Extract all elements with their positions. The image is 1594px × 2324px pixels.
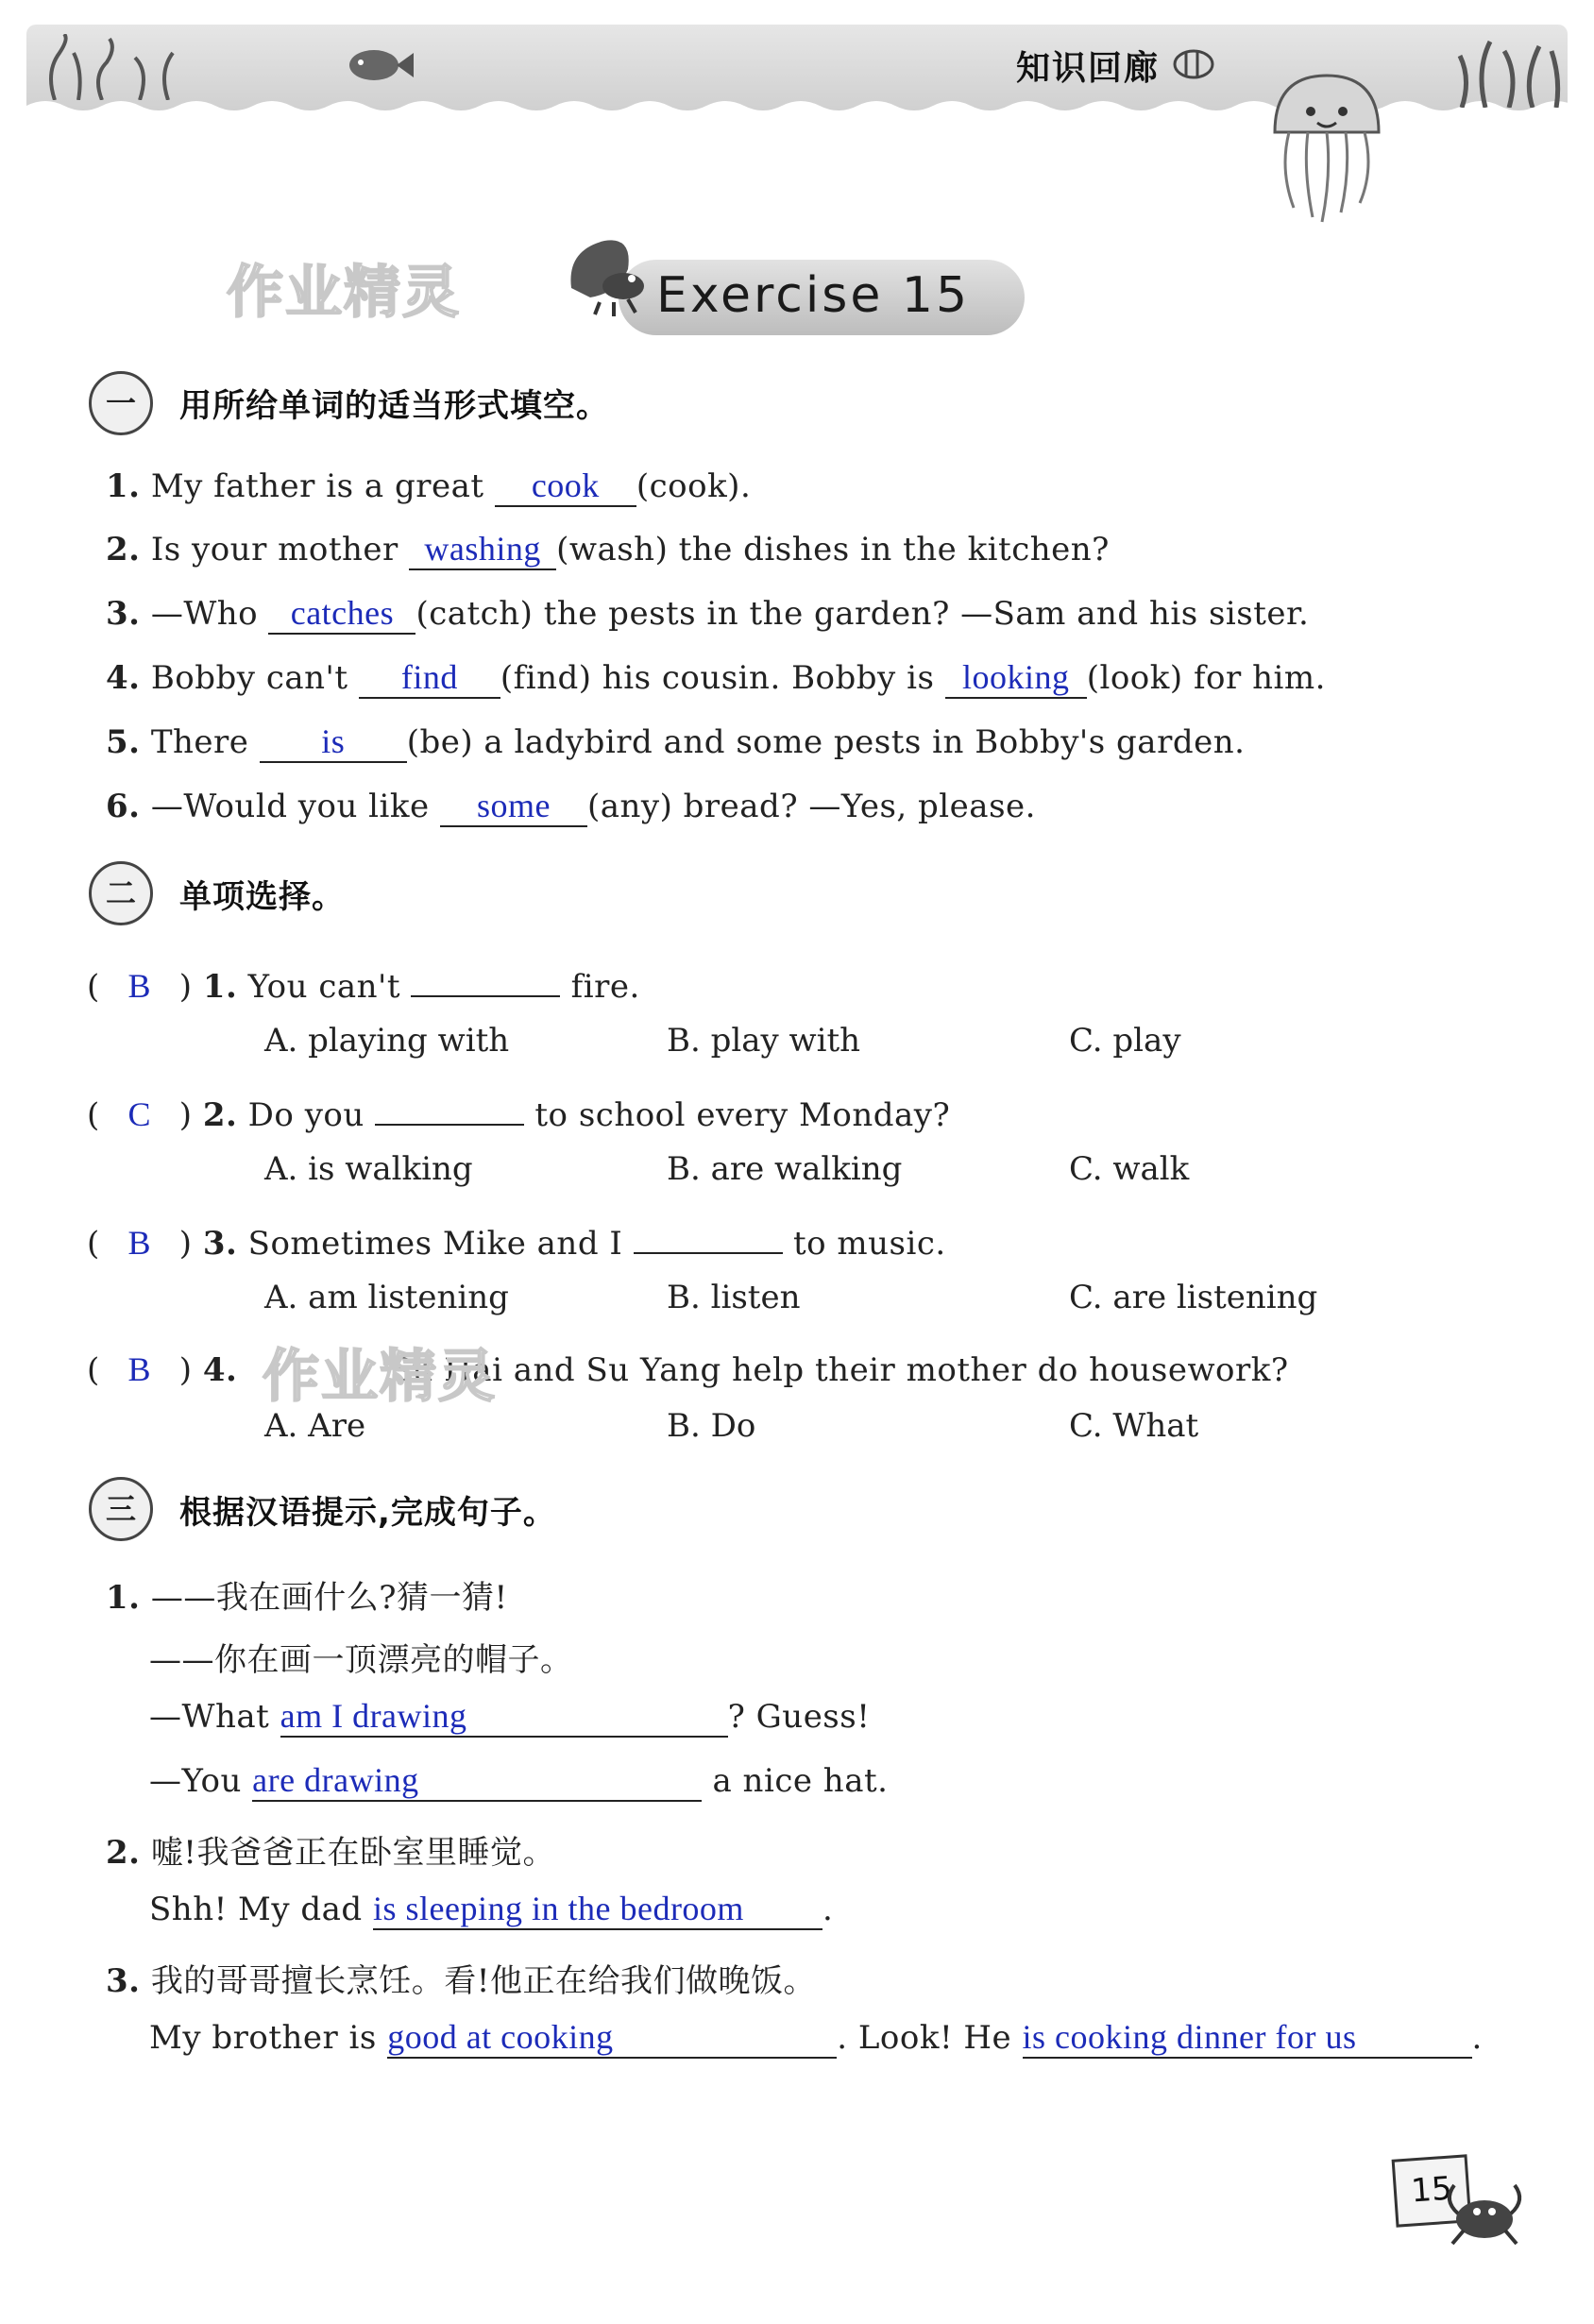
s3-item-2-cn1 [106,1826,555,1873]
answer-text: am I drawing [280,1697,467,1735]
item-number: 3. [106,1962,141,2000]
question-stem: to school every Monday? [524,1096,951,1134]
s2-question-1: ( B ) 1. You can't fire. [87,958,640,1006]
item-number: 2. [106,531,141,568]
s1-item-2 [106,531,1110,570]
item-text: (be) a ladybird and some pests in Bobby's garden. [406,723,1246,761]
option-b[interactable]: B. Do [667,1407,756,1445]
item-text: Is your mother [150,531,410,568]
option-c[interactable]: C. walk [1069,1150,1190,1188]
item-text: (wash) the dishes in the kitchen? [556,531,1110,568]
sentence-text: a nice hat. [702,1762,889,1800]
question-stem: Sometimes Mike and I [247,1225,634,1263]
clownfish-icon [1171,45,1218,83]
option-a[interactable]: A. playing with [264,1022,510,1060]
sentence-text: . Look! He [837,2019,1023,2057]
section-label: 知识回廊 [1015,49,1160,88]
answer-blank[interactable] [359,659,500,699]
s2-question-3: ( B ) 3. Sometimes Mike and I to music. [87,1214,946,1263]
answer-blank[interactable] [409,531,556,570]
answer-blank[interactable] [945,659,1087,699]
chinese-prompt: ——我在画什么?猜一猜! [150,1579,508,1617]
option-c[interactable]: C. are listening [1069,1279,1318,1316]
answer-text: is [321,722,346,760]
option-b[interactable]: B. play with [667,1022,861,1060]
answer-blank[interactable] [1023,2019,1472,2059]
chinese-prompt: 我的哥哥擅长烹饪。看!他正在给我们做晚饭。 [150,1962,816,2000]
answer-blank[interactable] [387,2019,837,2059]
choice-slot[interactable] [100,1094,179,1134]
item-number: 3. [106,595,141,633]
s1-item-1 [106,467,751,507]
item-number: 4. [106,659,141,697]
watermark: 作业精灵 [227,260,461,326]
fish-icon [338,42,414,89]
answer-text: is sleeping in the bedroom [373,1890,744,1927]
answer-blank[interactable] [280,1698,728,1738]
answer-blank[interactable] [440,788,587,827]
question-stem: to music. [782,1225,946,1263]
answer-blank[interactable] [268,595,415,635]
s2-question-2: ( C ) 2. Do you to school every Monday? [87,1086,950,1134]
answer-text: cook [531,466,600,504]
item-text: (any) bread? —Yes, please. [586,788,1036,825]
item-text: (catch) the pests in the garden? —Sam and his sister. [415,595,1310,633]
choice-slot[interactable] [100,1223,179,1263]
item-text: There [150,723,260,761]
item-text: Bobby can't [150,659,359,697]
section-2-badge: 二 [89,861,153,925]
item-text: (find) his cousin. Bobby is [500,659,945,697]
item-text: (look) for him. [1086,659,1326,697]
sentence-text: . [1471,2019,1483,2057]
item-number: 4. [202,1351,238,1389]
page-title: Exercise 15 [656,267,971,324]
item-number: 2. [202,1096,238,1134]
question-stem: fire. [560,968,640,1006]
answer-text: is cooking dinner for us [1022,2018,1357,2056]
s3-item-1-en2 [149,1762,888,1802]
s1-item-4 [106,659,1326,699]
answer-blank[interactable] [260,723,407,763]
answer-text: are drawing [252,1761,419,1799]
sentence-text: My brother is [149,2019,388,2057]
choice-slot[interactable] [100,1349,179,1389]
answer-blank[interactable] [252,1762,702,1802]
choice-answer: C [127,1095,152,1133]
item-text: My father is a great [150,467,495,505]
option-b[interactable]: B. are walking [667,1150,903,1188]
item-number: 2. [106,1834,141,1872]
watermark: 作业精灵 [263,1344,497,1410]
s1-item-6 [106,788,1036,827]
sentence-text: Shh! My dad [149,1891,373,1928]
section-1-badge: 一 [89,371,153,435]
crab-icon [1435,2172,1530,2248]
answer-blank[interactable] [634,1214,783,1254]
s3-item-1-cn1 [106,1571,508,1618]
answer-blank[interactable] [495,467,636,507]
choice-slot[interactable] [100,966,179,1006]
answer-blank[interactable] [411,958,560,997]
answer-text: catches [290,594,395,632]
sentence-text: ? Guess! [727,1698,871,1736]
seaweed-icon [36,34,187,100]
seaweed-right-icon [1452,32,1566,108]
sentence-text: —You [149,1762,253,1800]
option-b[interactable]: B. listen [667,1279,801,1316]
section-1-title: 用所给单词的适当形式填空。 [179,387,609,425]
section-2-title: 单项选择。 [179,878,345,916]
option-c[interactable]: C. play [1069,1022,1181,1060]
answer-text: find [400,658,458,696]
option-a[interactable]: A. Are [264,1407,366,1445]
choice-answer: B [127,967,152,1005]
item-number: 1. [202,968,238,1006]
answer-blank[interactable] [373,1891,822,1930]
s1-item-3 [106,595,1309,635]
question-stem: You can't [247,968,412,1006]
page-number: 15 [1392,2154,1472,2227]
item-number: 3. [202,1225,238,1263]
answer-text: looking [961,658,1070,696]
hermit-crab-icon [562,231,652,316]
sentence-text: —What [149,1698,280,1736]
answer-text: some [476,787,551,824]
answer-text: good at cooking [387,2018,614,2056]
jellyfish-icon [1265,66,1388,227]
s3-item-3-en1 [149,2019,1483,2059]
item-text: —Who [150,595,269,633]
question-stem: Do you [247,1096,376,1134]
option-c[interactable]: C. What [1069,1407,1199,1445]
item-number: 6. [106,788,141,825]
item-number: 1. [106,467,141,505]
s2-question-4: ( B ) 4. Su Hai and Su Yang help their mother do housework? [87,1343,1289,1389]
choice-answer: B [127,1350,152,1388]
option-a[interactable]: A. am listening [264,1279,509,1316]
s1-item-5 [106,723,1245,763]
answer-blank[interactable] [375,1086,524,1126]
chinese-prompt: 嘘!我爸爸正在卧室里睡觉。 [150,1834,555,1872]
sentence-text: . [822,1891,834,1928]
item-text: (cook). [636,467,752,505]
answer-text: washing [424,530,541,568]
item-number: 5. [106,723,141,761]
s3-item-2-en1 [149,1891,833,1930]
question-stem: Su Hai and Su Yang help their mother do housework? [389,1351,1289,1389]
item-text: —Would you like [150,788,440,825]
section-3-badge: 三 [89,1477,153,1541]
item-number: 1. [106,1579,141,1617]
chinese-prompt: ——你在画一顶漂亮的帽子。 [149,1641,573,1679]
section-3-title: 根据汉语提示,完成句子。 [179,1494,556,1532]
option-a[interactable]: A. is walking [264,1150,473,1188]
s3-item-3-cn1 [106,1955,816,2001]
s3-item-1-en1 [149,1698,870,1738]
choice-answer: B [127,1224,152,1262]
